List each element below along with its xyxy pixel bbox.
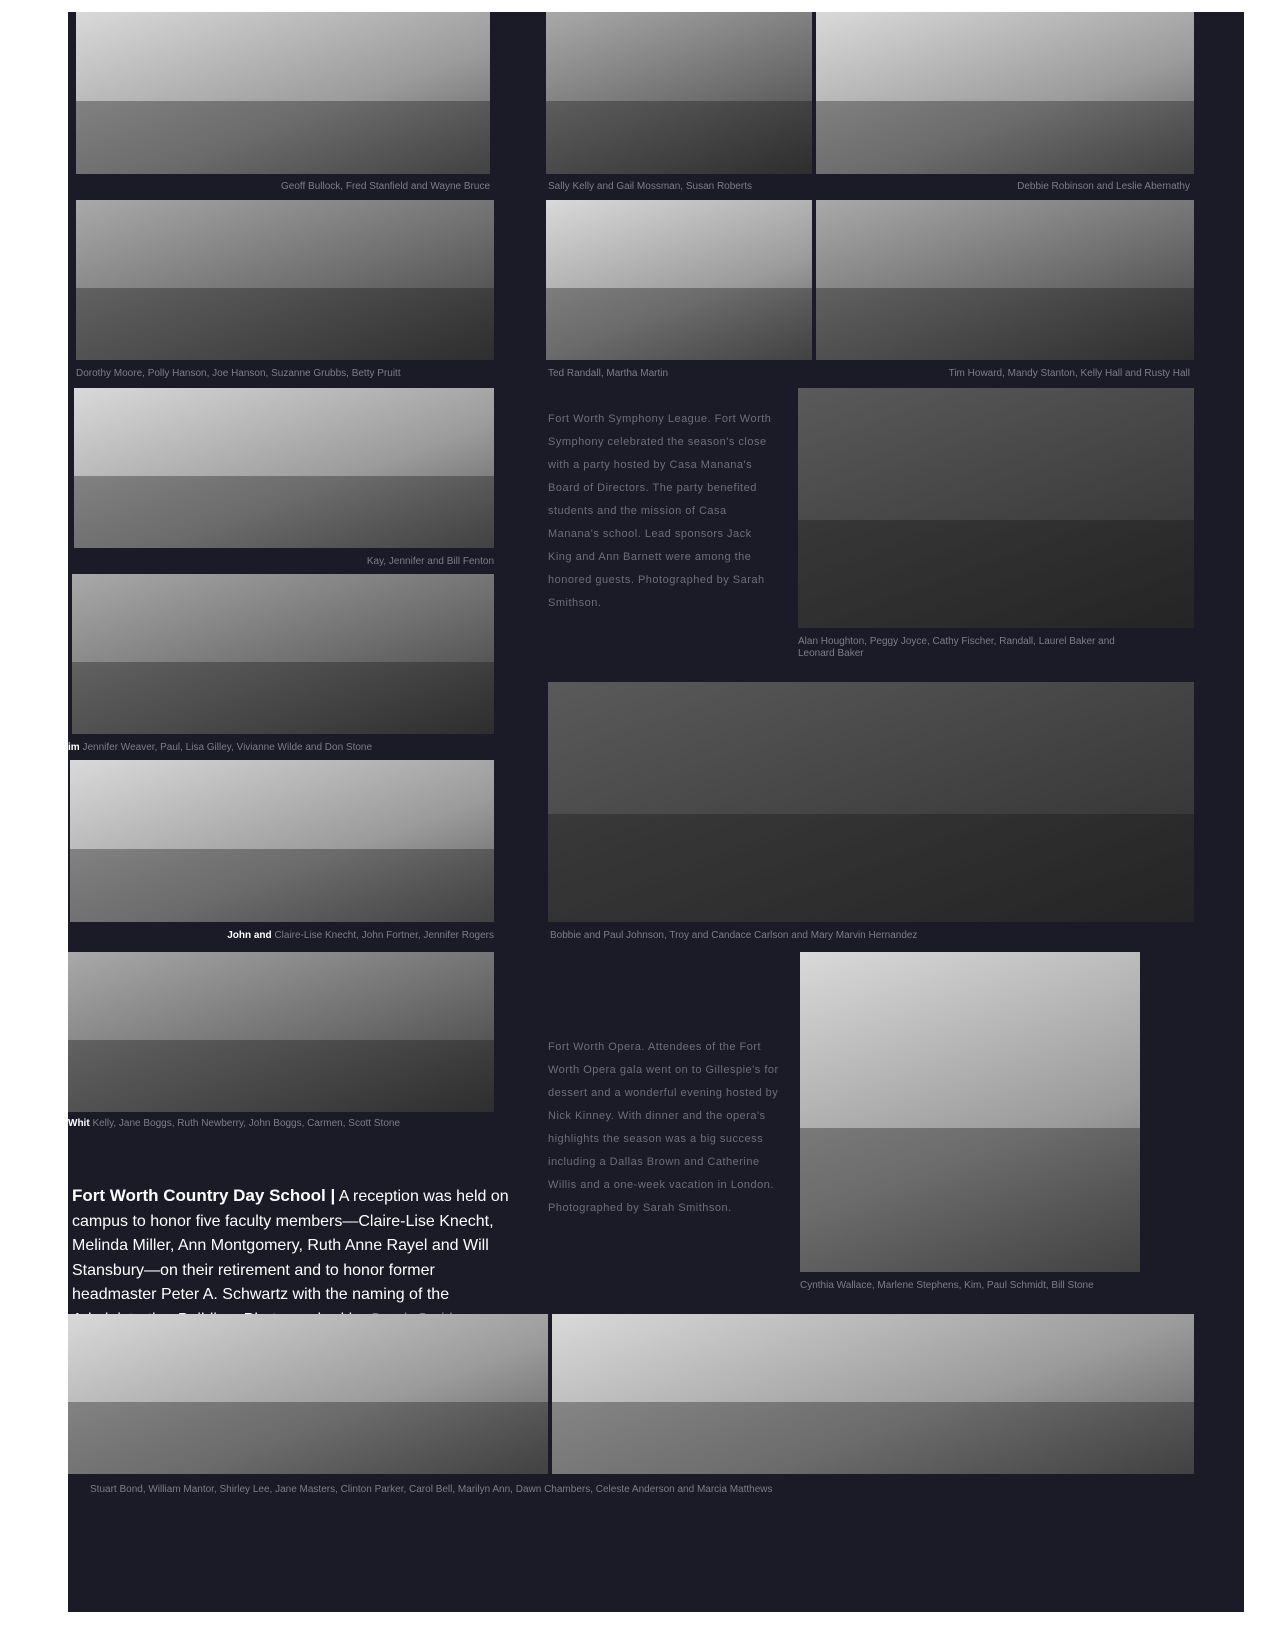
caption-row6-right: Cynthia Wallace, Marlene Stephens, Kim, Paul Schmidt, Bill Stone (800, 1280, 1094, 1291)
caption-row1-mid: Sally Kelly and Gail Mossman, Susan Roberts (548, 181, 752, 192)
caption-row2-right: Tim Howard, Mandy Stanton, Kelly Hall and Rusty Hall (948, 368, 1190, 379)
article-blurb (72, 1184, 522, 1332)
sidebar-text-upper: Fort Worth Symphony League. Fort Worth Symphony celebrated the season's close with a party hosted by Casa Manana's Board of Directors. The party benefited students and the mission of Casa Manana's school. Lead sponsors Jack King and Ann Barnett were among the honored guests. Photographed by Sarah Smithson. (548, 413, 772, 609)
photo-bottom-strip-right (552, 1314, 1194, 1474)
photo-couple (546, 200, 812, 360)
photo-family-trio (74, 388, 494, 548)
article-title: Fort Worth Country Day School | (72, 1186, 336, 1205)
caption-row6-left-name: Whit (68, 1118, 90, 1129)
caption-row2-left: Dorothy Moore, Polly Hanson, Joe Hanson, Suzanne Grubbs, Betty Pruitt (76, 368, 401, 379)
photo-party-group (798, 388, 1194, 628)
photo-gala-guests (548, 682, 1194, 922)
photo-garden-group (72, 574, 494, 734)
sidebar-text-lower: Fort Worth Opera. Attendees of the Fort Worth Opera gala went on to Gillespie's for dessert and a wonderful evening hosted by Nick Kinney. With dinner and the opera's highlights the season was a big success including a Dallas Brown and Catherine Willis and a one-week vacation in London. Photographed by Sarah Smithson. (548, 1041, 779, 1214)
photo-four-colleagues (70, 760, 494, 922)
photo-three-men (76, 12, 490, 174)
photo-four-guests (76, 200, 494, 360)
caption-row6-left (68, 1118, 494, 1130)
photo-woman-and-couple (816, 12, 1194, 174)
caption-row1-left: Geoff Bullock, Fred Stanfield and Wayne Bruce (281, 181, 490, 192)
caption-row5-right: Bobbie and Paul Johnson, Troy and Candace Carlson and Mary Marvin Hernandez (550, 930, 918, 941)
photo-opera-guests (800, 952, 1140, 1272)
photo-brick-wall-group (68, 952, 494, 1112)
caption-row5-left (70, 930, 494, 942)
caption-row5-left-name: John and (227, 930, 272, 941)
caption-bottom: Stuart Bond, William Mantor, Shirley Lee, Jane Masters, Clinton Parker, Carol Bell, Marilyn Ann, Dawn Chambers, Celeste Anderson and Marcia Matthews (90, 1484, 773, 1495)
caption-row4-left-rest: Jennifer Weaver, Paul, Lisa Gilley, Vivianne Wilde and Don Stone (82, 742, 373, 753)
caption-row4-right: Alan Houghton, Peggy Joyce, Cathy Fischer, Randall, Laurel Baker and Leonard Baker (798, 636, 1115, 659)
caption-row4-left (68, 742, 494, 754)
caption-row4-left-name: im (68, 742, 80, 753)
photo-four-friends (816, 200, 1194, 360)
article-body: A reception was held on campus to honor five faculty members—Claire-Lise Knecht, Melinda Miller, Ann Montgomery, Ruth Anne Rayel and Will Stansbury—on their retirement and to honor former headmaster Peter A. Schwartz with the naming of the (72, 1188, 509, 1303)
photo-bottom-strip-left (68, 1314, 548, 1474)
caption-row1-right: Debbie Robinson and Leslie Abernathy (1017, 181, 1190, 192)
caption-row2-mid: Ted Randall, Martha Martin (548, 368, 669, 379)
photo-two-women (546, 12, 812, 174)
caption-row6-left-rest: Kelly, Jane Boggs, Ruth Newberry, John Boggs, Carmen, Scott Stone (92, 1118, 401, 1129)
caption-row5-left-rest: Claire-Lise Knecht, John Fortner, Jennifer Rogers (274, 930, 494, 941)
caption-row3-left: Kay, Jennifer and Bill Fenton (366, 556, 494, 567)
